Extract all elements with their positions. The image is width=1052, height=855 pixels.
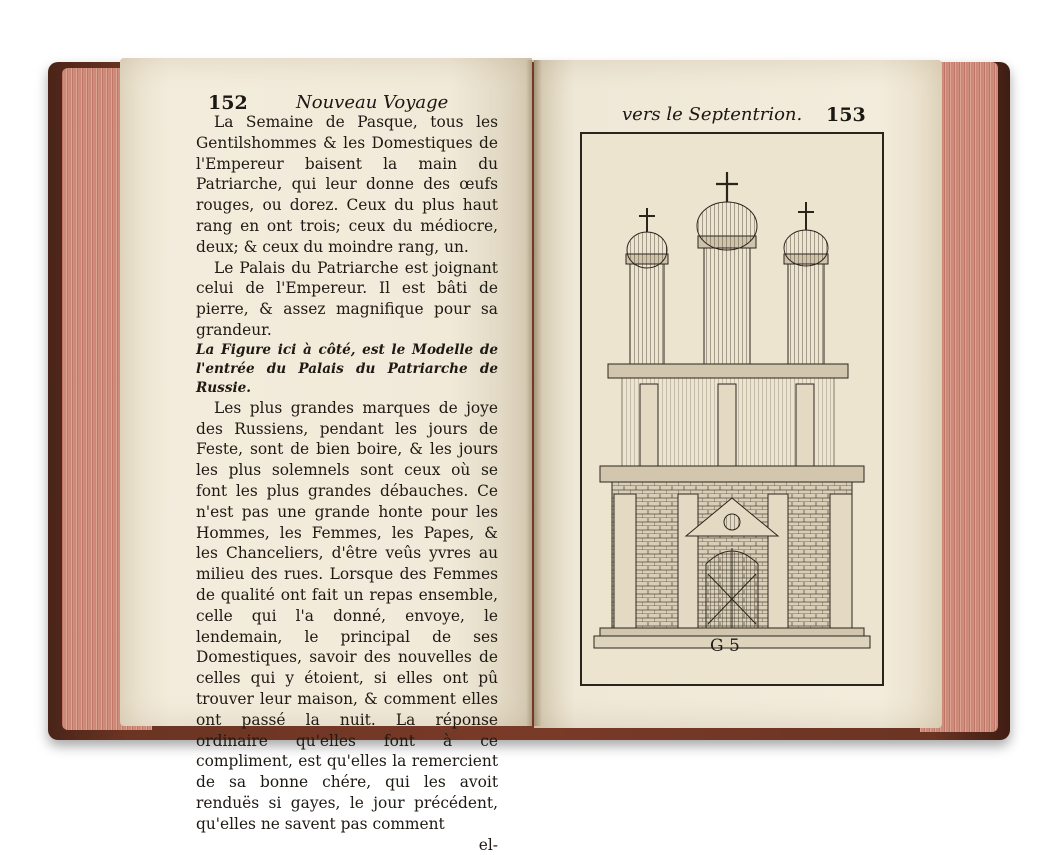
middle-cornice <box>600 466 864 482</box>
plate-signature: G 5 <box>710 636 740 656</box>
figure-caption: La Figure ici à côté, est le Modelle de l'entrée du Palais du Patriarche de Russie. <box>196 341 498 398</box>
book-gutter <box>526 60 542 726</box>
engraved-plate <box>580 132 884 686</box>
catchword: el- <box>196 835 498 855</box>
paragraph: Le Palais du Patriarche est joignant celui de l'Empereur. Il est bâti de pierre, & assez magnifique pour sa grandeur. <box>196 258 498 341</box>
left-tower <box>626 208 668 366</box>
left-page-text <box>196 112 498 855</box>
upper-cornice <box>608 364 848 378</box>
right-page-number: 153 <box>826 104 866 126</box>
paragraph: La Semaine de Pasque, tous les Gentilshommes & les Domestiques de l'Empereur baisent la main du Patriarche, qui leur donne des œufs rouges, ou dorez. Ceux du plus haut rang en ont trois; ceux du médiocre, deux; & ceux du moindre rang, un. <box>196 112 498 258</box>
steps <box>600 628 864 636</box>
center-tower <box>697 172 757 366</box>
left-running-head: Nouveau Voyage <box>296 92 448 113</box>
paragraph: Les plus grandes marques de joye des Russiens, pendant les jours de Feste, sont de bien boire, & les jours les plus solemnels sont ceux où se font les plus grandes débauches. Ce n'est pas une grande honte pour les Hommes, les Femmes, les Papes, & les Chanceliers, d'être veûs yvres au milieu des rues. Lorsque des Femmes de qualité ont fait un repas ensemble, celle qui l'a donné, envoye, le lendemain, le principal de ses Domestiques, savoir des nouvelles de celles qui y étoient, si elles ont pû trouver leur maison, & comment elles ont passé la nuit. La réponse ordinaire qu'elles font à ce compliment, est qu'elles la remercient de sa bonne chére, qui les avoit renduës si gayes, le jour précédent, qu'elles ne savent pas comment <box>196 398 498 835</box>
right-running-head: vers le Septentrion. <box>622 104 802 125</box>
palace-entrance-engraving <box>582 134 882 684</box>
left-page-number: 152 <box>208 92 248 114</box>
right-tower <box>784 202 828 366</box>
